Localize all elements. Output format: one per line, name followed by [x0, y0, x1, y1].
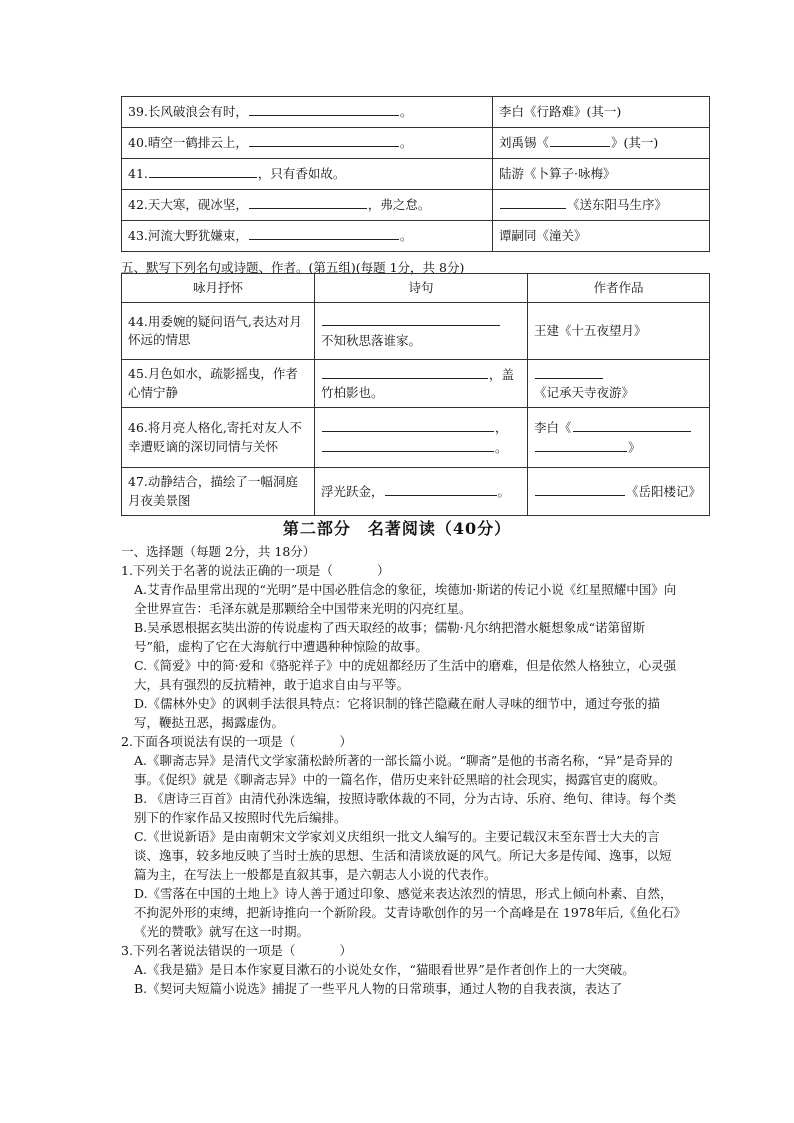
table-row — [122, 360, 710, 408]
source-cell — [493, 128, 710, 159]
answer-blank[interactable] — [249, 226, 399, 240]
theme-cell: 45.月色如水，疏影摇曳，作者心情宁静 — [122, 360, 315, 408]
question-text: ，弗之怠。 — [367, 197, 431, 213]
table-header-row — [122, 274, 710, 303]
question-number: 42. — [128, 197, 148, 213]
source-text: 陆游《卜算子·咏梅》 — [499, 165, 616, 181]
question-text: 河流大野犹嫌束， — [147, 228, 248, 244]
author-text: 《岳阳楼记》 — [626, 483, 702, 499]
question-number: 41. — [128, 166, 148, 182]
author-cell — [528, 408, 710, 468]
question-cell — [122, 159, 493, 190]
answer-blank[interactable] — [322, 312, 500, 326]
option-b: B. 《唐诗三百首》由清代孙洙选编，按照诗歌体裁的不同，分为古诗、乐府、绝句、律诗。每个类别下的作家作品又按照时代先后编排。 — [134, 791, 677, 825]
question-number: 40. — [128, 135, 148, 151]
table-row — [122, 468, 710, 516]
question-text: 晴空一鹤排云上， — [147, 135, 248, 151]
option-b: B.吴承恩根据玄奘出游的传说虚构了西天取经的故事；儒勒·凡尔纳把潜水艇想象成“诺第留斯号”船，虚构了它在大海航行中遭遇种种惊险的故事。 — [134, 620, 646, 654]
table-row — [122, 97, 710, 128]
answer-blank[interactable] — [573, 418, 691, 432]
table-row — [122, 303, 710, 360]
question-cell — [122, 221, 493, 252]
verse-text: ， — [495, 420, 508, 436]
answer-blank[interactable] — [322, 365, 488, 379]
table-row — [122, 408, 710, 468]
table-row — [122, 190, 710, 221]
source-cell — [493, 190, 710, 221]
question-number: 43. — [128, 228, 148, 244]
column-header: 作者作品 — [528, 274, 710, 303]
answer-blank[interactable] — [322, 418, 494, 432]
answer-blank[interactable] — [535, 482, 625, 496]
theme-cell: 47.动静结合，描绘了一幅洞庭月夜美景图 — [122, 468, 315, 516]
author-cell — [528, 468, 710, 516]
answer-blank[interactable] — [249, 102, 399, 116]
column-header: 诗句 — [315, 274, 528, 303]
answer-blank[interactable] — [550, 133, 610, 147]
answer-blank[interactable] — [535, 438, 627, 452]
source-text: 谭嗣同《潼关》 — [499, 227, 587, 243]
option-b: B.《契诃夫短篇小说选》捕捉了一些平凡人物的日常琐事，通过人物的自我表演，表达了 — [134, 981, 623, 996]
table-row — [122, 221, 710, 252]
verse-text: 不知秋思落谁家。 — [321, 332, 422, 348]
verse-text: 。 — [495, 439, 508, 455]
answer-blank[interactable] — [249, 195, 367, 209]
answer-blank[interactable] — [249, 133, 399, 147]
verse-text: ，盖竹柏影也。 — [321, 366, 515, 400]
verse-cell — [315, 408, 528, 468]
option-a: A.艾青作品里常出现的“光明”是中国必胜信念的象征，埃德加·斯诺的传记小说《红星照耀中国》向全世界宣告：毛泽东就是那颗给全中国带来光明的闪亮红星。 — [134, 582, 677, 616]
author-text: 李白《 — [534, 420, 572, 436]
source-text: 《送东阳马生序》 — [567, 197, 668, 213]
source-text: 刘禹锡《 — [499, 135, 550, 151]
question-text: ，只有香如故。 — [257, 166, 346, 182]
source-cell — [493, 97, 710, 128]
answer-blank[interactable] — [385, 482, 497, 496]
question-cell — [122, 97, 493, 128]
answer-blank[interactable] — [322, 438, 494, 452]
option-a: A.《聊斋志异》是清代文学家蒲松龄所著的一部长篇小说。“聊斋”是他的书斋名称，“异”是奇异的事。《促织》就是《聊斋志异》中的一篇名作，借历史来针砭黑暗的社会现实，揭露官吏的腐败。 — [134, 753, 673, 787]
question-cell — [122, 190, 493, 221]
part-two-title: 第二部分 名著阅读（40分） — [282, 519, 512, 538]
question-text: 。 — [399, 228, 413, 244]
question-text: 。 — [399, 104, 413, 120]
source-cell — [493, 221, 710, 252]
question-text: 天大寒，砚冰坚， — [147, 197, 248, 213]
author-text: 》 — [628, 439, 641, 455]
table-row — [122, 128, 710, 159]
author-cell: 王建《十五夜望月》 — [528, 303, 710, 360]
option-a: A.《我是猫》是日本作家夏目漱石的小说处女作，“猫眼看世界”是作者创作上的一大突破。 — [134, 962, 635, 977]
author-text: 《记承天寺夜游》 — [534, 385, 635, 400]
theme-cell: 46.将月亮人格化,寄托对友人不幸遭贬谪的深切同情与关怀 — [122, 408, 315, 468]
verse-cell — [315, 360, 528, 408]
table-row — [122, 159, 710, 190]
column-header: 咏月抒怀 — [122, 274, 315, 303]
source-text: 李白《行路难》(其一) — [499, 103, 622, 119]
question-1: 1.下列关于名著的说法正确的一项是（ ） — [121, 563, 390, 578]
source-text: 》(其一) — [611, 135, 659, 151]
author-cell — [528, 360, 710, 408]
option-c: C.《简爱》中的简·爱和《骆驼祥子》中的虎妞都经历了生活中的磨难，但是依然人格独立，心灵强大，具有强烈的反抗精神，敢于追求自由与平等。 — [134, 658, 677, 692]
theme-cell: 44.用委婉的疑问语气,表达对月怀远的情思 — [122, 303, 315, 360]
question-cell — [122, 128, 493, 159]
verse-cell — [315, 468, 528, 516]
verse-cell — [315, 303, 528, 360]
question-text: 长风破浪会有时， — [147, 104, 248, 120]
moon-poetry-table — [121, 273, 710, 516]
answer-blank[interactable] — [535, 365, 603, 379]
question-number: 39. — [128, 104, 148, 120]
section-five-title: 五、默写下列名句或诗题、作者。(第五组)(每题 1分，共 8分) — [121, 260, 465, 275]
verse-text: 浮光跃金， — [321, 483, 384, 499]
option-c: C.《世说新语》是由南朝宋文学家刘义庆组织一批文人编写的。主要记载汉末至东晋士大夫的言谈、逸事，较多地反映了当时士族的思想、生活和清谈放诞的风气。所记大多是传闻、逸事，以短篇为主，在写法上一般都是直叙其事，是六朝志人小说的代表作。 — [134, 829, 672, 882]
option-d: D.《雪落在中国的土地上》诗人善于通过印象、感觉来表达浓烈的情思，形式上倾向朴素、自然，不拘泥外形的束缚，把新诗推向一个新阶段。艾青诗歌创作的另一个高峰是在 1978年后,《鱼化石》《光的赞歌》就写在这一时期。 — [134, 886, 681, 939]
choice-questions — [121, 542, 681, 998]
answer-blank[interactable] — [500, 195, 566, 209]
source-cell — [493, 159, 710, 190]
question-text: 。 — [399, 135, 413, 151]
answer-blank[interactable] — [149, 164, 257, 178]
section-one-title: 一、选择题（每题 2分，共 18分） — [121, 544, 316, 559]
question-3: 3.下列名著说法错误的一项是（ ） — [121, 943, 352, 958]
option-d: D.《儒林外史》的讽刺手法很具特点：它将识制的锋芒隐藏在耐人寻味的细节中，通过夸张的描写，鞭挞丑恶，揭露虚伪。 — [134, 696, 661, 730]
verse-text: 。 — [497, 483, 511, 499]
fill-in-table-top — [121, 96, 710, 252]
question-2: 2.下面各项说法有误的一项是（ ） — [121, 734, 352, 749]
